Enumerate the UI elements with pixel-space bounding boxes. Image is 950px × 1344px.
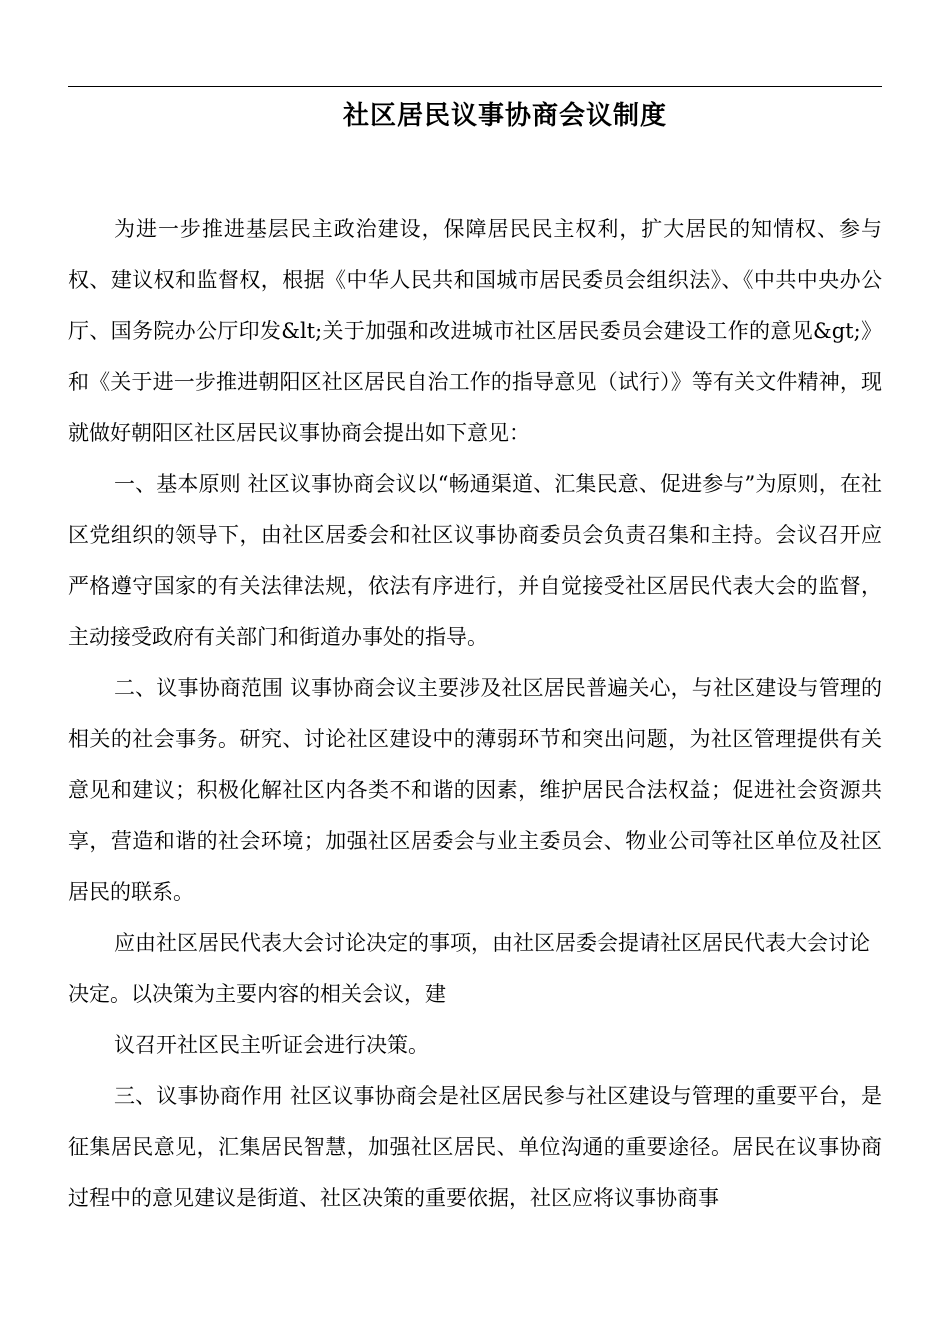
paragraph-principles: 一、基本原则 社区议事协商会议以“畅通渠道、汇集民意、促进参与”为原则，在社区党组织的领导下，由社区居委会和社区议事协商委员会负责召集和主持。会议召开应严格遵守国家的有关法律法规，依法有序进行，并自觉接受社区居民代表大会的监督，主动接受政府有关部门和街道办事处的指导。	[68, 472, 882, 649]
paragraph-role: 三、议事协商作用 社区议事协商会是社区居民参与社区建设与管理的重要平台，是征集居民意见，汇集居民智慧，加强社区居民、单位沟通的重要途径。居民在议事协商过程中的意见建议是街道、社区决策的重要依据，社区应将议事协商事	[68, 1084, 882, 1210]
paragraph-intro: 为进一步推进基层民主政治建设，保障居民民主权利，扩大居民的知情权、参与权、建议权和监督权，根据《中华人民共和国城市居民委员会组织法》、《中共中央办公厅、国务院办公厅印发&lt;关于加强和改进城市社区居民委员会建设工作的意见&gt;》和《关于进一步推进朝阳区社区居民自治工作的指导意见（试行）》等有关文件精神，现就做好朝阳区社区居民议事协商会提出如下意见：	[68, 217, 882, 445]
document-title: 社区居民议事协商会议制度	[342, 101, 667, 131]
paragraph-hearing: 议召开社区民主听证会进行决策。	[114, 1033, 429, 1057]
header-rule	[68, 86, 882, 87]
document-body	[68, 204, 882, 1224]
paragraph-decision: 应由社区居民代表大会讨论决定的事项，由社区居委会提请社区居民代表大会讨论决定。以决策为主要内容的相关会议，建	[68, 931, 870, 1006]
paragraph-scope: 二、议事协商范围 议事协商会议主要涉及社区居民普遍关心，与社区建设与管理的相关的社会事务。研究、讨论社区建设中的薄弱环节和突出问题，为社区管理提供有关意见和建议；积极化解社区内各类不和谐的因素，维护居民合法权益；促进社会资源共享，营造和谐的社会环境；加强社区居委会与业主委员会、物业公司等社区单位及社区居民的联系。	[68, 676, 882, 904]
